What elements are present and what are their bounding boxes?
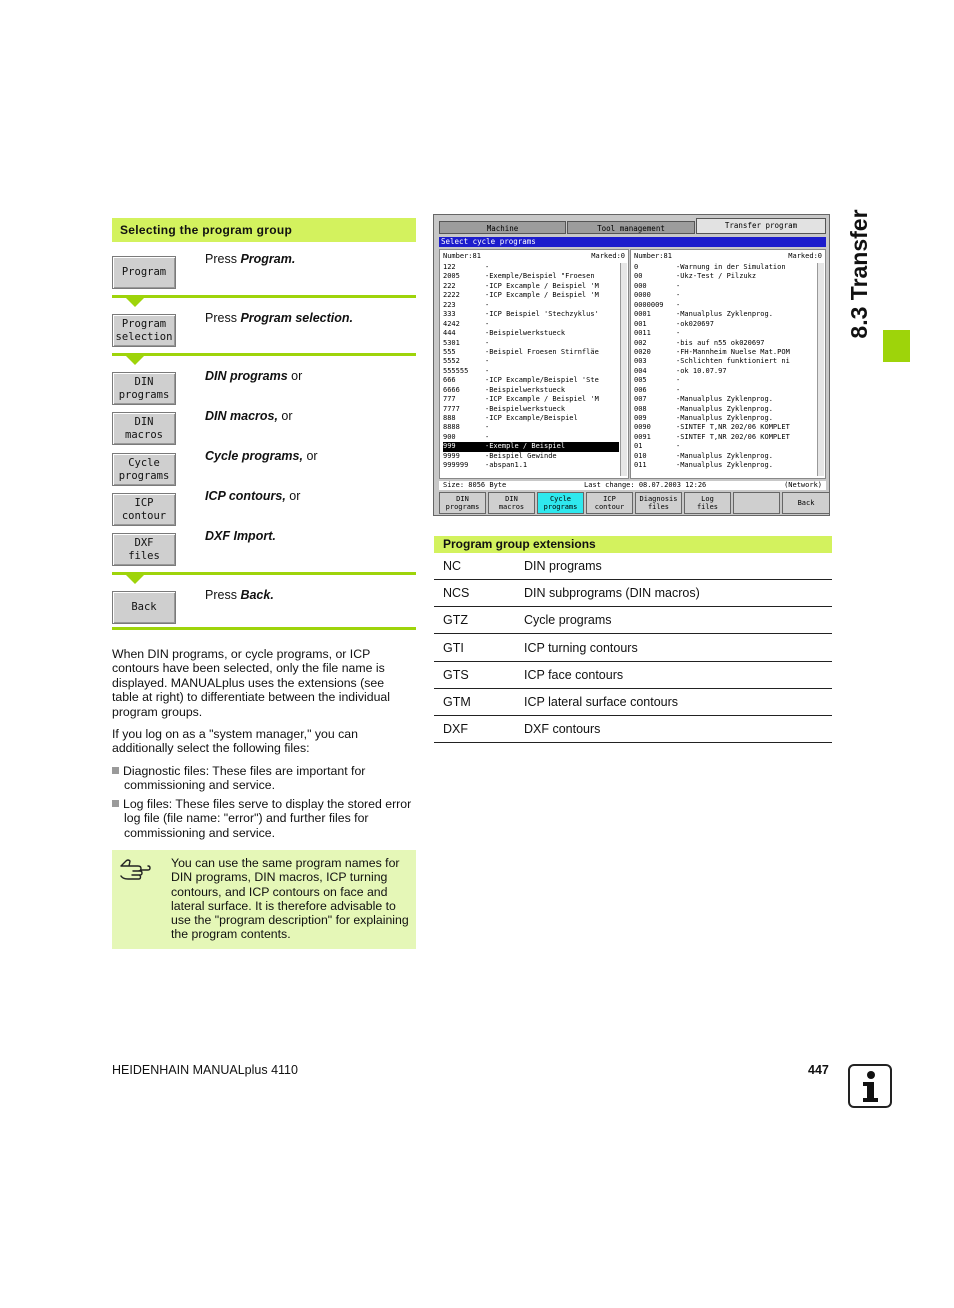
icp-contours-instruction: ICP contours, or: [205, 489, 301, 503]
file-number: 0: [634, 263, 639, 271]
file-row[interactable]: [634, 433, 816, 442]
file-description: -Manualplus Zyklenprog.: [676, 461, 773, 470]
screen-title: Select cycle programs: [439, 237, 826, 247]
info-icon: [848, 1064, 892, 1108]
file-description: -: [676, 300, 681, 309]
file-description: -ICP Excample/Beispiel: [485, 414, 578, 422]
file-number: 223: [443, 300, 456, 309]
file-row[interactable]: [443, 433, 619, 442]
tab-transfer-program[interactable]: Transfer program: [696, 218, 826, 234]
description-cell: DXF contours: [524, 722, 601, 737]
file-row[interactable]: [634, 291, 816, 300]
dxf-import-instruction: DXF Import.: [205, 529, 276, 543]
file-description: -Manualplus Zyklenprog.: [676, 404, 773, 413]
file-number: 888: [443, 414, 456, 422]
file-row[interactable]: [634, 376, 816, 385]
file-number: 999999: [443, 461, 469, 470]
file-number: 00: [634, 272, 643, 281]
file-row[interactable]: [443, 452, 619, 461]
step-separator: [112, 572, 416, 575]
file-number: 008: [634, 404, 647, 413]
file-row[interactable]: [443, 301, 619, 310]
file-row[interactable]: [634, 272, 816, 281]
file-description: -SINTEF T,NR 202/06 KOMPLET: [676, 432, 790, 441]
table-row: [434, 553, 832, 580]
file-number: 01: [634, 442, 643, 451]
left-marked: Marked:0: [591, 252, 625, 260]
file-row[interactable]: [634, 329, 816, 338]
status-network: (Network): [784, 481, 822, 489]
file-row[interactable]: [634, 405, 816, 414]
extension-cell: NCS: [443, 586, 470, 601]
file-number: 002: [634, 338, 647, 347]
file-description: -Warnung in der Simulation: [676, 263, 786, 271]
file-row[interactable]: [443, 320, 619, 329]
file-row[interactable]: [634, 348, 816, 357]
body-paragraph-2: If you log on as a "system manager," you can additionally select the following files:: [112, 727, 358, 756]
file-row[interactable]: [443, 367, 619, 376]
screen-softkey[interactable]: [733, 492, 780, 514]
table-row: [434, 580, 832, 607]
file-description: -bis auf n55 ok020697: [676, 338, 765, 347]
file-description: -: [485, 338, 490, 347]
file-description: -ok020697: [676, 319, 714, 328]
program-instruction: Press Program.: [205, 252, 296, 266]
screen-softkey[interactable]: Log files: [684, 492, 731, 514]
file-number: 900: [443, 432, 456, 441]
right-file-panel: [630, 249, 826, 479]
file-description: -Exemple / Beispiel: [485, 442, 566, 451]
file-number: 666: [443, 376, 456, 385]
status-last-change: Last change: 08.07.2003 12:26: [584, 481, 707, 489]
file-row[interactable]: [634, 339, 816, 348]
file-number: 0000009: [634, 300, 664, 309]
file-row[interactable]: [634, 263, 816, 272]
file-row[interactable]: [443, 405, 619, 414]
description-cell: ICP turning contours: [524, 640, 638, 655]
screen-softkey[interactable]: Diagnosis files: [635, 492, 682, 514]
program-softkey[interactable]: Program: [112, 256, 176, 289]
description-cell: Cycle programs: [524, 613, 612, 628]
file-number: 333: [443, 310, 456, 319]
description-cell: DIN subprograms (DIN macros): [524, 586, 700, 601]
file-row[interactable]: [443, 272, 619, 281]
screen-softkey[interactable]: ICP contour: [586, 492, 633, 514]
bullet-icon: [112, 767, 119, 774]
screen-softkey[interactable]: Back: [782, 492, 830, 514]
file-number: 7777: [443, 404, 460, 413]
table-row: [434, 607, 832, 634]
file-description: -Manualplus Zyklenprog.: [676, 395, 773, 404]
file-description: -: [485, 423, 490, 432]
file-number: 0090: [634, 423, 651, 432]
file-row[interactable]: [443, 376, 619, 385]
icp-contour-softkey[interactable]: ICP contour: [112, 493, 176, 526]
file-row[interactable]: [443, 461, 619, 470]
file-number: 5552: [443, 357, 460, 366]
transfer-screenshot: [433, 214, 830, 516]
file-number: 001: [634, 319, 647, 328]
file-row[interactable]: [443, 414, 619, 423]
file-number: 009: [634, 414, 647, 422]
file-row[interactable]: [634, 395, 816, 404]
file-number: 003: [634, 357, 647, 366]
left-file-panel: [439, 249, 629, 479]
file-description: -: [676, 281, 681, 290]
din-macros-instruction: DIN macros, or: [205, 409, 293, 423]
side-tab-marker: [883, 330, 910, 362]
description-cell: ICP face contours: [524, 667, 624, 682]
file-description: -Beispielwerkstueck: [485, 404, 566, 413]
file-number: 011: [634, 461, 647, 470]
file-description: -: [676, 291, 681, 300]
file-number: 999: [443, 442, 456, 451]
din-programs-softkey[interactable]: DIN programs: [112, 372, 176, 405]
extension-cell: GTZ: [443, 613, 468, 628]
file-description: -Manualplus Zyklenprog.: [676, 310, 773, 319]
status-bar: [439, 481, 826, 490]
file-number: 8888: [443, 423, 460, 432]
section-header: Selecting the program group: [112, 218, 416, 242]
file-number: 2222: [443, 291, 460, 300]
extension-cell: GTM: [443, 695, 471, 709]
file-row[interactable]: [634, 367, 816, 376]
file-description: -Manualplus Zyklenprog.: [676, 414, 773, 422]
file-description: -ok 10.07.97: [676, 366, 727, 375]
back-softkey[interactable]: Back: [112, 591, 176, 624]
file-number: 222: [443, 281, 456, 290]
file-description: -Manualplus Zyklenprog.: [676, 451, 773, 460]
file-number: 000: [634, 281, 647, 290]
file-row[interactable]: [634, 386, 816, 395]
file-row[interactable]: [443, 263, 619, 272]
cycle-programs-softkey[interactable]: Cycle programs: [112, 453, 176, 486]
file-row[interactable]: [634, 461, 816, 470]
file-row[interactable]: [443, 348, 619, 357]
file-row[interactable]: [443, 357, 619, 366]
file-description: -: [485, 432, 490, 441]
file-description: -Beispielwerkstueck: [485, 329, 566, 338]
file-row[interactable]: [443, 442, 619, 451]
din-macros-softkey[interactable]: DIN macros: [112, 412, 176, 445]
extension-cell: NC: [443, 559, 462, 573]
page-number: 447: [808, 1063, 829, 1077]
screen-softkey[interactable]: Cycle programs: [537, 492, 584, 514]
din-programs-instruction: DIN programs or: [205, 369, 303, 383]
file-description: -: [676, 376, 681, 385]
file-number: 005: [634, 376, 647, 385]
cycle-programs-instruction: Cycle programs, or: [205, 449, 318, 463]
file-row[interactable]: [634, 423, 816, 432]
table-row: [434, 635, 832, 662]
bullet-log: Log files: These files serve to display the stored error log file (file name: "error") and further files for commissioning and service.: [112, 797, 416, 840]
file-number: 2005: [443, 272, 460, 281]
back-instruction: Press Back.: [205, 588, 274, 602]
screen-softkey[interactable]: DIN macros: [488, 492, 535, 514]
note-text: You can use the same program names for DIN programs, DIN macros, ICP turning contours, and ICP contours on face and lateral surface. It is therefore advisable to use the "program description" for explaining the program contents.: [171, 856, 409, 942]
file-row[interactable]: [443, 282, 619, 291]
file-description: -FH-Mannheim Nuelse Mat.POM: [676, 347, 790, 356]
bullet-icon: [112, 800, 119, 807]
file-description: -abspan1.1: [485, 461, 528, 470]
right-marked: Marked:0: [788, 252, 822, 260]
pointing-hand-icon: [120, 858, 152, 880]
file-number: 777: [443, 395, 456, 404]
file-description: -: [676, 329, 681, 338]
table-row: [434, 716, 832, 743]
file-row[interactable]: [634, 442, 816, 451]
table-row: [434, 689, 832, 716]
file-description: -Ukz-Test / Pilzukz: [676, 272, 757, 281]
file-row[interactable]: [443, 291, 619, 300]
file-description: -: [676, 385, 681, 394]
file-number: 0001: [634, 310, 651, 319]
extensions-table-header: Program group extensions: [434, 536, 832, 553]
file-number: 9999: [443, 451, 460, 460]
note-box: [112, 850, 416, 949]
file-description: -Exemple/Beispiel "Froesen: [485, 272, 595, 281]
file-row[interactable]: [443, 329, 619, 338]
file-row[interactable]: [634, 282, 816, 291]
dxf-files-softkey[interactable]: DXF files: [112, 533, 176, 566]
file-number: 0000: [634, 291, 651, 300]
file-row[interactable]: [634, 310, 816, 319]
file-description: -: [485, 319, 490, 328]
program-selection-instruction: Press Program selection.: [205, 311, 353, 325]
file-number: 555: [443, 347, 456, 356]
file-row[interactable]: [634, 320, 816, 329]
description-cell: DIN programs: [524, 559, 602, 573]
file-number: 6666: [443, 385, 460, 394]
file-description: -Beispiel Gewinde: [485, 451, 557, 460]
file-number: 4242: [443, 319, 460, 328]
file-description: -ICP Excample / Beispiel 'M: [485, 291, 599, 300]
status-size: Size: 8056 Byte: [443, 481, 507, 489]
file-description: -Beispielwerkstueck: [485, 385, 566, 394]
file-number: 006: [634, 385, 647, 394]
file-row[interactable]: [634, 414, 816, 423]
file-description: -: [485, 366, 490, 375]
bullet-diagnostic: Diagnostic files: These files are important for commissioning and service.: [112, 764, 416, 793]
file-row[interactable]: [443, 310, 619, 319]
body-paragraph-1: When DIN programs, or cycle programs, or ICP contours have been selected, only the file name is displayed. MANUALplus uses the extensions (see table at right) to differentiate between the individual program groups.: [112, 647, 391, 719]
file-description: -ICP Excample / Beispiel 'M: [485, 281, 599, 290]
file-row[interactable]: [634, 357, 816, 366]
file-number: 444: [443, 329, 456, 338]
file-description: -: [485, 263, 490, 271]
side-tab-title: 8.3 Transfer: [846, 209, 872, 339]
file-description: -ICP Beispiel 'Stechzyklus': [485, 310, 599, 319]
file-number: 5301: [443, 338, 460, 347]
left-number: Number:81: [443, 252, 481, 260]
left-file-list: [443, 263, 619, 471]
program-selection-softkey[interactable]: Program selection: [112, 314, 176, 347]
left-scrollbar[interactable]: [620, 263, 627, 476]
step-separator: [112, 295, 416, 298]
file-number: 0011: [634, 329, 651, 338]
extension-cell: DXF: [443, 722, 468, 737]
file-row[interactable]: [443, 339, 619, 348]
footer-title: HEIDENHAIN MANUALplus 4110: [112, 1063, 298, 1077]
extension-cell: GTI: [443, 640, 464, 655]
tab-machine[interactable]: Machine: [439, 221, 566, 234]
file-row[interactable]: [634, 301, 816, 310]
file-description: -: [485, 300, 490, 309]
file-description: -ICP Excample/Beispiel 'Ste: [485, 376, 599, 385]
file-description: -Schlichten funktioniert ni: [676, 357, 790, 366]
file-description: -SINTEF T,NR 202/06 KOMPLET: [676, 423, 790, 432]
step-separator: [112, 353, 416, 356]
file-row[interactable]: [443, 395, 619, 404]
file-number: 007: [634, 395, 647, 404]
file-row[interactable]: [443, 423, 619, 432]
description-cell: ICP lateral surface contours: [524, 695, 679, 709]
file-description: -: [485, 357, 490, 366]
right-number: Number:81: [634, 252, 672, 260]
file-description: -ICP Excample / Beispiel 'M: [485, 395, 599, 404]
tab-tool-management[interactable]: Tool management: [567, 221, 695, 234]
file-number: 122: [443, 263, 456, 271]
file-number: 0020: [634, 347, 651, 356]
file-row[interactable]: [443, 386, 619, 395]
file-number: 555555: [443, 366, 469, 375]
right-scrollbar[interactable]: [817, 263, 824, 476]
right-file-list: [634, 263, 816, 471]
step-separator: [112, 627, 416, 630]
file-number: 004: [634, 366, 647, 375]
file-description: -Beispiel Froesen Stirnfläe: [485, 347, 599, 356]
file-number: 0091: [634, 432, 651, 441]
table-row: [434, 662, 832, 689]
screen-softkey[interactable]: DIN programs: [439, 492, 486, 514]
file-row[interactable]: [634, 452, 816, 461]
file-number: 010: [634, 451, 647, 460]
file-description: -: [676, 442, 681, 451]
extension-cell: GTS: [443, 667, 469, 682]
